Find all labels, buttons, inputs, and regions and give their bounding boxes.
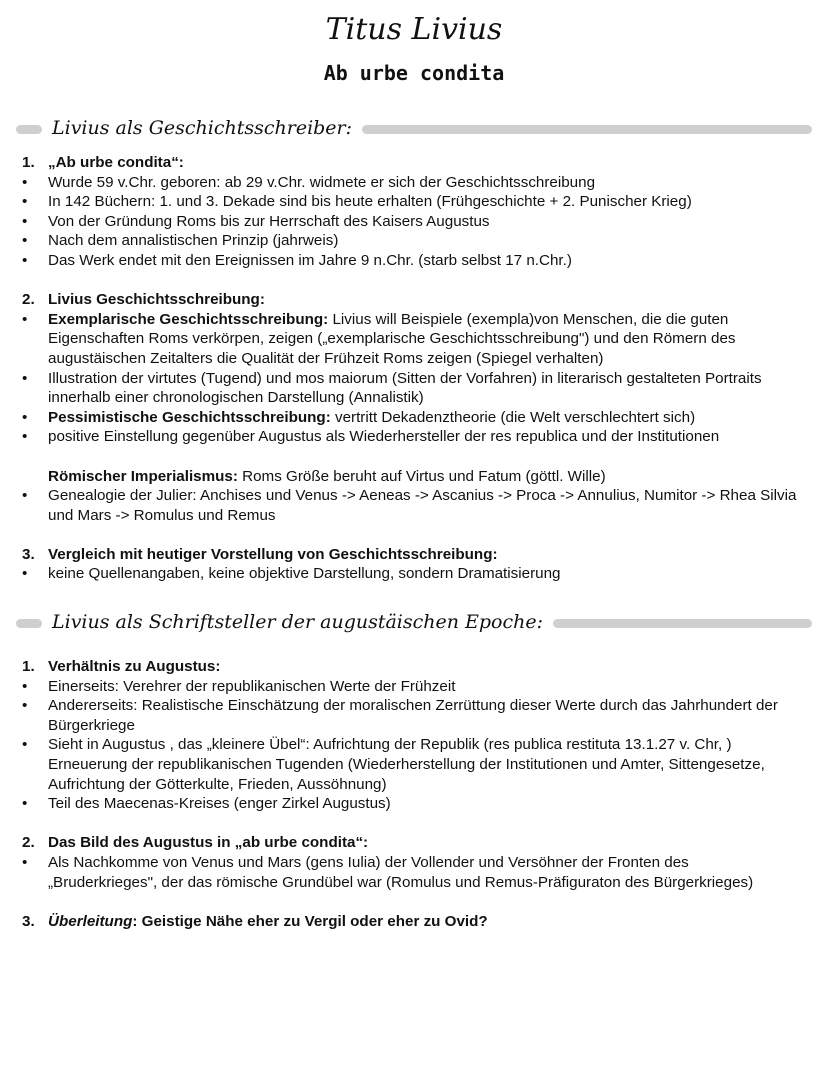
list-item-text: Sieht in Augustus , das „kleinere Übel“: Aufrichtung der Republik (res publica restituta 13.1.27 v. Chr, ) Erneuerung der republikanischen Tugenden (Wiederherstellung der Institutionen und Amter, Sittengesetze, Aufrichtung der Götterkulte, Frieden, Aussöhnung) — [48, 736, 765, 793]
bullet: • — [22, 697, 28, 715]
list-item — [22, 696, 802, 735]
heading-bar-right — [362, 125, 812, 134]
bullet: • — [22, 369, 28, 387]
list-item — [22, 408, 802, 428]
point-title: Das Bild des Augustus in „ab urbe condita“: — [48, 834, 369, 852]
list-item-bold: Exemplarische Geschichtsschreibung: — [48, 310, 329, 328]
document-title: Titus Livius — [325, 12, 503, 47]
list-item-text: keine Quellenangaben, keine objektive Darstellung, sondern Dramatisierung — [48, 565, 561, 583]
list-item — [22, 212, 802, 232]
list-item-text: Illustration der virtutes (Tugend) und mos maiorum (Sitten der Vorfahren) in literarisch gestalteten Portraits innerhalb einer chronologischen Darstellung (Annalistik) — [48, 369, 762, 407]
list-item — [22, 564, 802, 584]
list-item-text: In 142 Büchern: 1. und 3. Dekade sind bis heute erhalten (Frühgeschichte + 2. Punischer Krieg) — [48, 193, 692, 211]
bullet: • — [22, 487, 28, 505]
bullet: • — [22, 853, 28, 871]
list-item-text: positive Einstellung gegenüber Augustus als Wiederhersteller der res republica und der Institutionen — [48, 428, 720, 446]
list-item — [22, 486, 802, 525]
list-item-text: Nach dem annalistischen Prinzip (jahrweis) — [48, 232, 339, 250]
list-item — [22, 369, 802, 408]
list-item-text: Wurde 59 v.Chr. geboren: ab 29 v.Chr. widmete er sich der Geschichtsschreibung — [48, 173, 596, 191]
point-title: Verhältnis zu Augustus: — [48, 658, 221, 675]
list-item — [22, 677, 802, 697]
subpoint-heading — [22, 467, 802, 487]
section-heading-text: Livius als Geschichtsschreiber: — [52, 117, 353, 140]
section-heading-1 — [16, 114, 812, 144]
heading-bar-left — [16, 125, 42, 134]
list-item — [22, 310, 802, 369]
point-heading — [22, 657, 802, 677]
bullet: • — [22, 565, 28, 583]
heading-bar-right — [553, 619, 812, 628]
point-title: : Geistige Nähe eher zu Vergil oder eher zu Ovid? — [132, 912, 488, 930]
list-item-text: Genealogie der Julier: Anchises und Venus -> Aeneas -> Ascanius -> Proca -> Annulius, Numitor -> Rhea Silvia und Mars -> Romulus und Remus — [48, 487, 797, 524]
list-item — [22, 427, 802, 447]
list-item — [22, 853, 802, 892]
point-title: Vergleich mit heutiger Vorstellung von Geschichtsschreibung: — [48, 545, 498, 563]
list-item — [22, 173, 802, 193]
bullet: • — [22, 428, 28, 446]
list-item — [22, 251, 802, 271]
list-item-bold: Römischer Imperialismus: — [48, 467, 238, 485]
bullet: • — [22, 736, 28, 754]
point-heading — [22, 545, 802, 565]
point-number: 3. — [22, 912, 35, 930]
bullet: • — [22, 173, 28, 191]
bullet: • — [22, 408, 28, 426]
list-item-text: Teil des Maecenas-Kreises (enger Zirkel Augustus) — [48, 795, 391, 813]
point-number: 1. — [22, 154, 35, 171]
list-item — [22, 735, 802, 794]
point-number: 1. — [22, 658, 35, 675]
point-title: Livius Geschichtsschreibung: — [48, 291, 265, 309]
section-heading-2 — [16, 608, 812, 638]
document-subtitle: Ab urbe condita — [323, 61, 505, 85]
list-item-text: Andererseits: Realistische Einschätzung der moralischen Zerrüttung dieser Werte durch das Jahrhundert der Bürgerkriege — [48, 697, 778, 734]
bullet: • — [22, 795, 28, 813]
list-item-text: Roms Größe beruht auf Virtus und Fatum (göttl. Wille) — [237, 467, 606, 485]
point-heading — [22, 833, 802, 853]
section-heading-text: Livius als Schriftsteller der augustäischen Epoche: — [52, 611, 544, 634]
point-number: 2. — [22, 291, 35, 309]
list-item-text: Als Nachkomme von Venus und Mars (gens Iulia) der Vollender und Versöhner der Fronten des „Bruderkrieges", der das römische Grundübel war (Romulus und Remus-Präfiguraton des Bürgerkrieges) — [48, 853, 754, 891]
point-number: 3. — [22, 545, 35, 563]
point-heading — [22, 153, 802, 173]
bullet: • — [22, 677, 28, 695]
bullet: • — [22, 251, 28, 269]
bullet: • — [22, 232, 28, 250]
bullet: • — [22, 212, 28, 230]
bullet: • — [22, 193, 28, 211]
bullet: • — [22, 310, 28, 328]
section-1-content — [22, 153, 802, 584]
section-2-content — [22, 657, 802, 931]
point-title: „Ab urbe condita“: — [48, 154, 184, 171]
point-number: 2. — [22, 834, 35, 852]
list-item — [22, 192, 802, 212]
list-item — [22, 794, 802, 814]
point-heading — [22, 912, 802, 932]
point-title-italic: Überleitung — [48, 912, 133, 930]
list-item-text: Das Werk endet mit den Ereignissen im Jahre 9 n.Chr. (starb selbst 17 n.Chr.) — [48, 251, 572, 269]
heading-bar-left — [16, 619, 42, 628]
list-item — [22, 231, 802, 251]
list-item-text: Von der Gründung Roms bis zur Herrschaft des Kaisers Augustus — [48, 212, 490, 230]
point-heading — [22, 290, 802, 310]
list-item-bold: Pessimistische Geschichtsschreibung: — [48, 408, 331, 426]
list-item-text: Einerseits: Verehrer der republikanischen Werte der Frühzeit — [48, 677, 456, 695]
list-item-text: vertritt Dekadenztheorie (die Welt verschlechtert sich) — [330, 408, 696, 426]
list-item-text: Livius will Beispiele (exempla)von Menschen, die die guten Eigenschaften Roms verkörpen, zeigen („exemplarische Geschichtsschreibung") und den Römern des augustäischen Zeitalters die Qualität der Frühzeit Roms zeigen (Spiegel verhalten) — [48, 310, 736, 367]
